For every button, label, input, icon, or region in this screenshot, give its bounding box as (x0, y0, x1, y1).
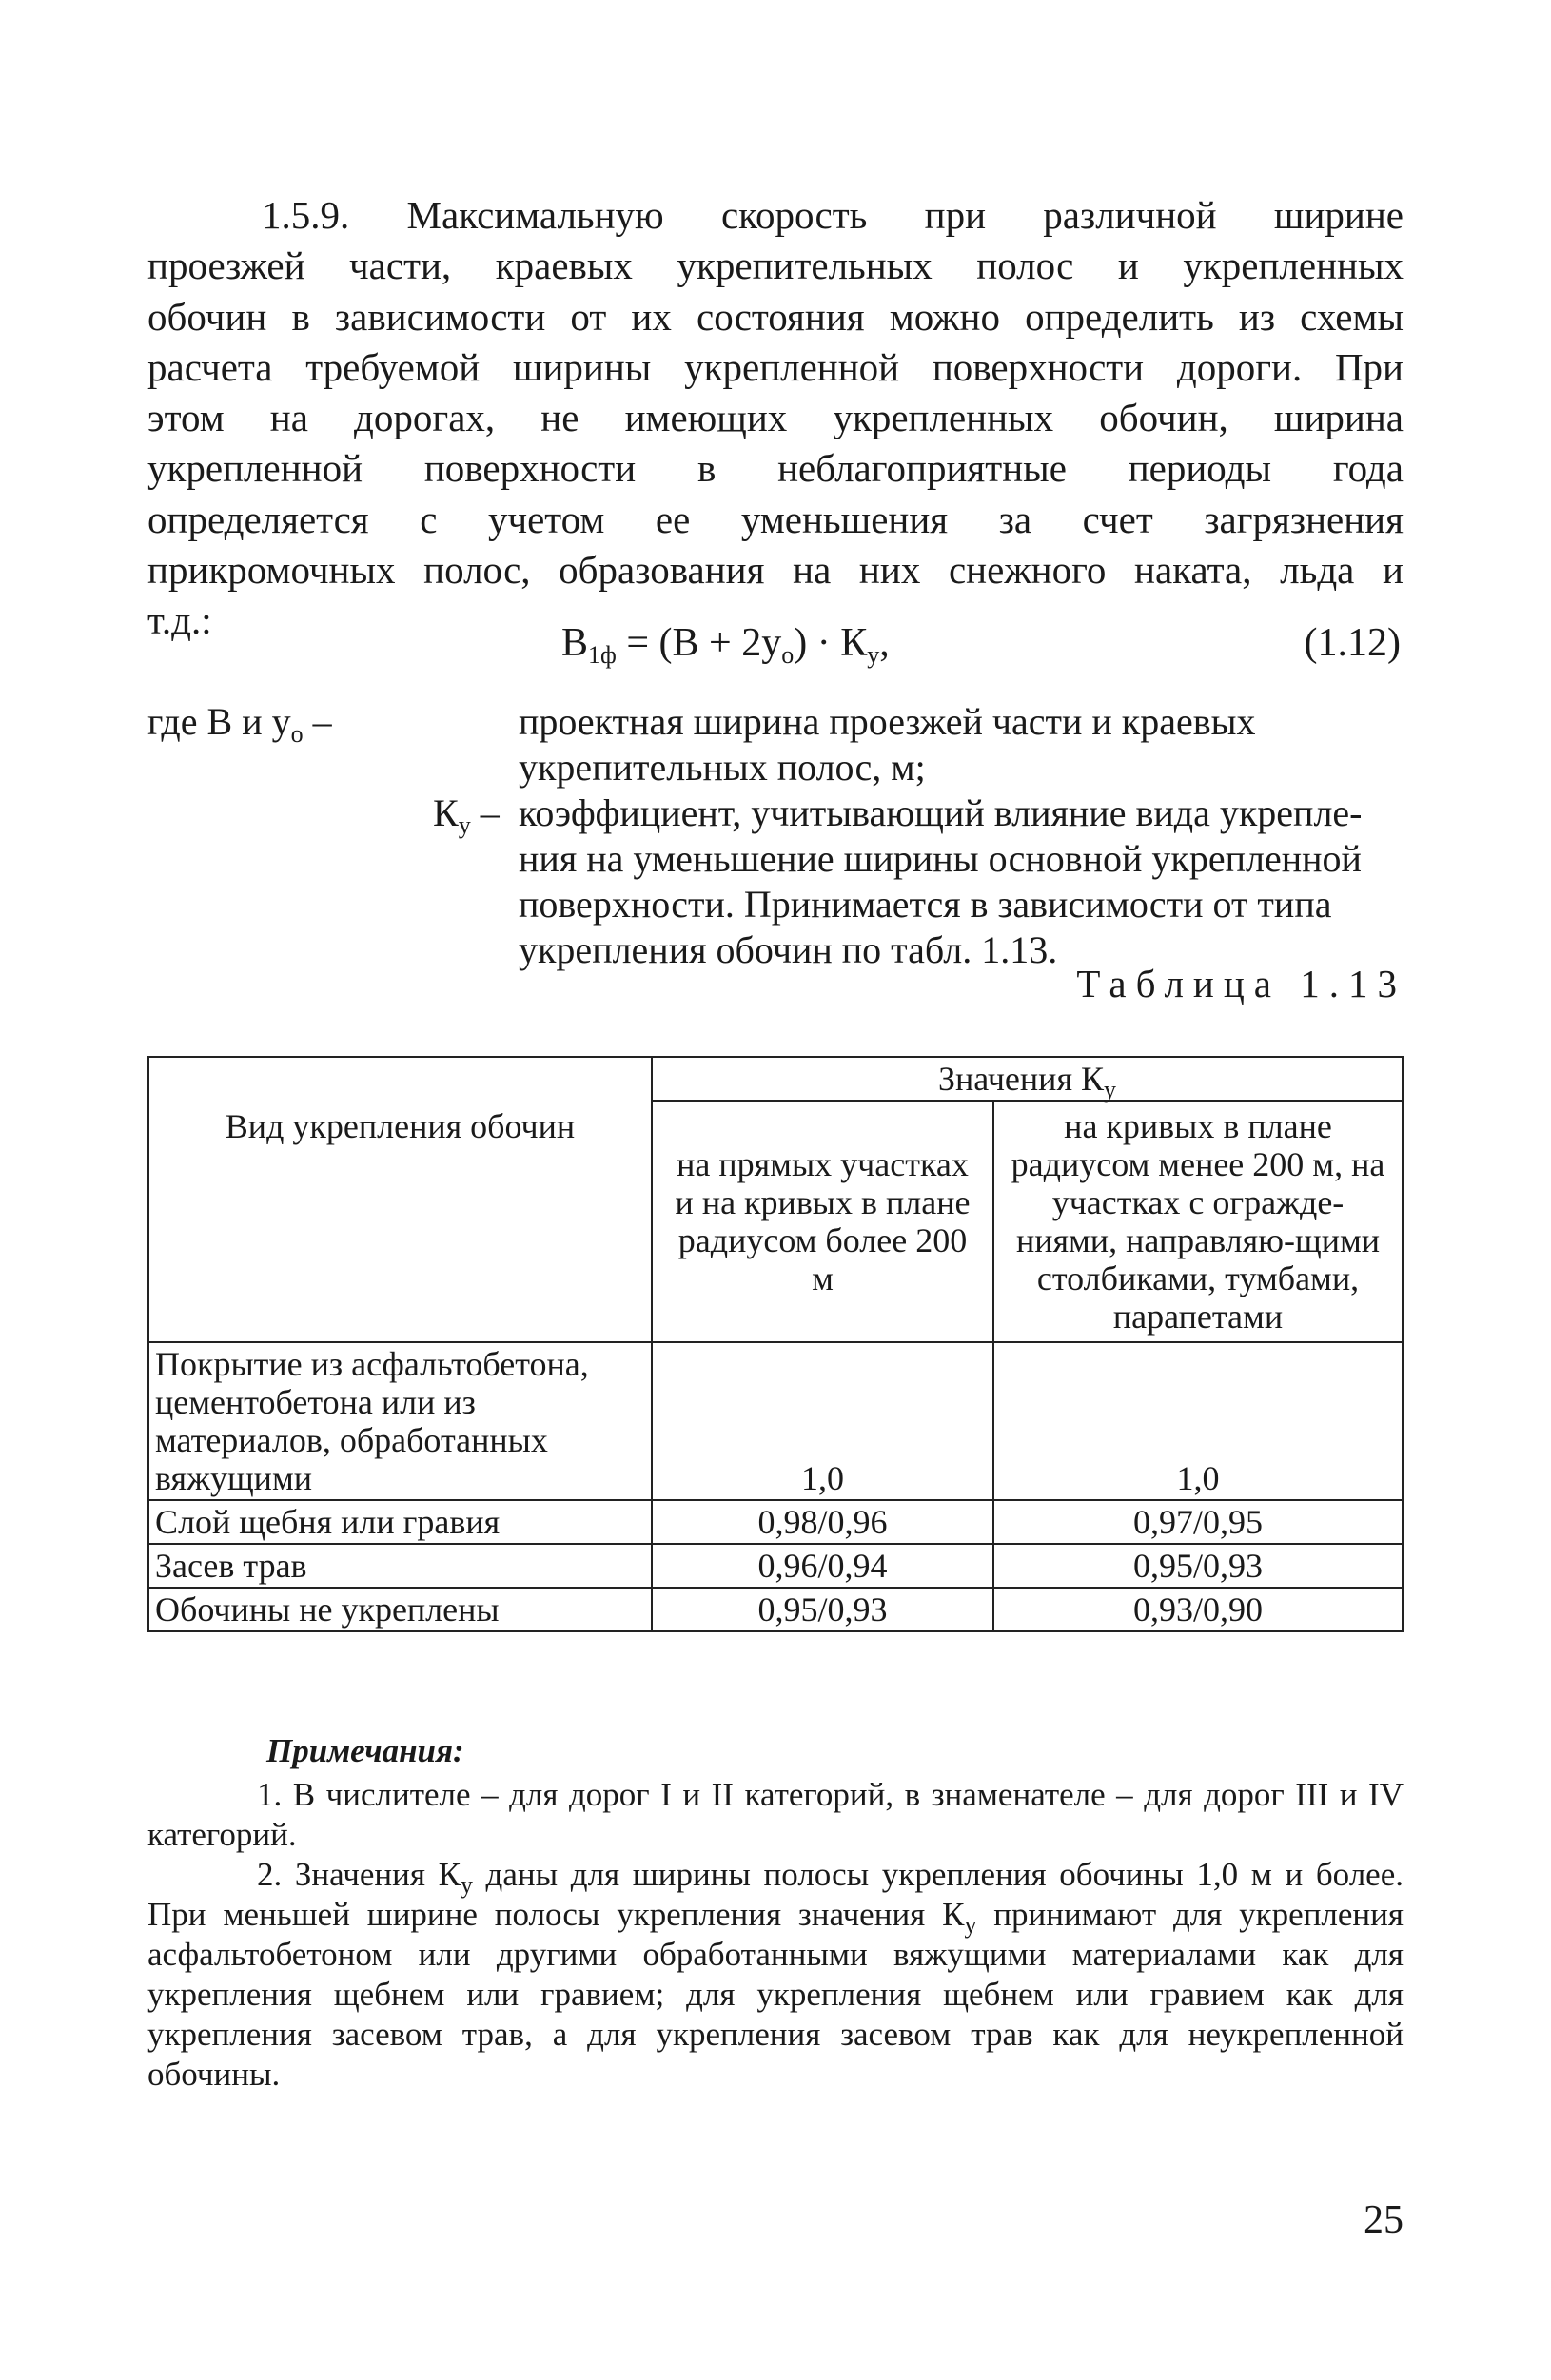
paragraph-line: 1.5.9. Максимальную скорость при различной ширине (262, 193, 1404, 237)
table-caption: Таблица 1.13 (1076, 962, 1406, 1005)
equation-number: (1.12) (1304, 621, 1401, 665)
coefficient-table (147, 1056, 1404, 1632)
paragraph-line: расчета требуемой ширины укрепленной поверхности дороги. При (147, 344, 1404, 389)
row-value-curve: 0,95/0,93 (993, 1544, 1403, 1588)
note-2: 2. Значения $К_у$ даны для ширины полосы укрепления обочины 1,0 м и более. При меньшей ширине полосы укрепления значения $К_у$ принимают для укрепления асфальтобетоном или другими обработанными вяжущими материалами как для укрепления щебнем или гравием; для укрепления щебнем или гравием как для укрепления засевом трав, а для укрепления засевом трав как для неукрепленной обочины. (147, 1856, 1404, 2093)
row-value-straight: 0,96/0,94 (652, 1544, 993, 1588)
row-value-curve: 0,97/0,95 (993, 1500, 1403, 1544)
paragraph-line: определяется с учетом ее уменьшения за счет загрязнения (147, 497, 1404, 541)
paragraph-line: укрепленной поверхности в неблагоприятные периоды года (147, 446, 1404, 491)
paragraph-line: этом на дорогах, не имеющих укрепленных обочин, ширина (147, 396, 1404, 440)
row-value-straight: 0,95/0,93 (652, 1588, 993, 1631)
table-row (148, 1588, 1403, 1631)
paragraph-line: проезжей части, краевых укрепительных полос и укрепленных (147, 244, 1404, 288)
formula-1-12: $В_{1ф} = (В + 2у_о) \cdot К_у$, (561, 621, 890, 669)
row-type: Засев трав (148, 1544, 652, 1588)
page-number: 25 (1364, 2198, 1404, 2242)
definition-ky: $К_у$ – коэффициент, учитывающий влияние вида укрепле- (433, 791, 1363, 839)
note-1: 1. В числителе – для дорог I и II категорий, в знаменателе – для дорог III и IV категорий. (147, 1776, 1404, 1853)
table-row (148, 1500, 1403, 1544)
table-row (148, 1544, 1403, 1588)
notes-section (147, 1731, 1404, 2095)
row-type: Покрытие из асфальтобетона, цементобетона или из материалов, обработанных вяжущими (148, 1342, 652, 1500)
row-value-curve: 1,0 (993, 1342, 1403, 1500)
row-type: Слой щебня или гравия (148, 1500, 652, 1544)
definition-b-yo: где В и $у_о$ – проектная ширина проезжей части и краевых (147, 700, 1256, 748)
paragraph-line: прикромочных полос, образования на них снежного наката, льда и (147, 548, 1404, 593)
row-type: Обочины не укреплены (148, 1588, 652, 1631)
notes-title: Примечания: (266, 1732, 464, 1769)
row-value-curve: 0,93/0,90 (993, 1588, 1403, 1631)
row-value-straight: 0,98/0,96 (652, 1500, 993, 1544)
header-curved-sections: на кривых в плане радиусом менее 200 м, на участках с огражде-ниями, направляю-щими столбиками, тумбами, парапетами (993, 1101, 1403, 1342)
paragraph-line: т.д.: (147, 598, 212, 643)
paragraph-line: обочин в зависимости от их состояния можно определить из схемы (147, 294, 1404, 339)
row-value-straight: 1,0 (652, 1342, 993, 1500)
header-values-group: Значения $К_у$ (652, 1057, 1403, 1101)
header-reinforcement-type: Вид укрепления обочин (148, 1057, 652, 1342)
header-straight-sections: на прямых участках и на кривых в плане радиусом более 200 м (652, 1101, 993, 1342)
table-row (148, 1342, 1403, 1500)
paragraph-1-5-9 (147, 190, 1404, 647)
variable-definitions: где В и $у_о$ – проектная ширина проезжей части и краевых укрепительных полос, м; $К_у$ – коэффициент, учитывающий влияние вида укрепле- ния на уменьшение ширины основной укрепленной поверхности. Принимается в зависимости от типа укрепления обочин по табл. 1.13. (147, 699, 1404, 973)
